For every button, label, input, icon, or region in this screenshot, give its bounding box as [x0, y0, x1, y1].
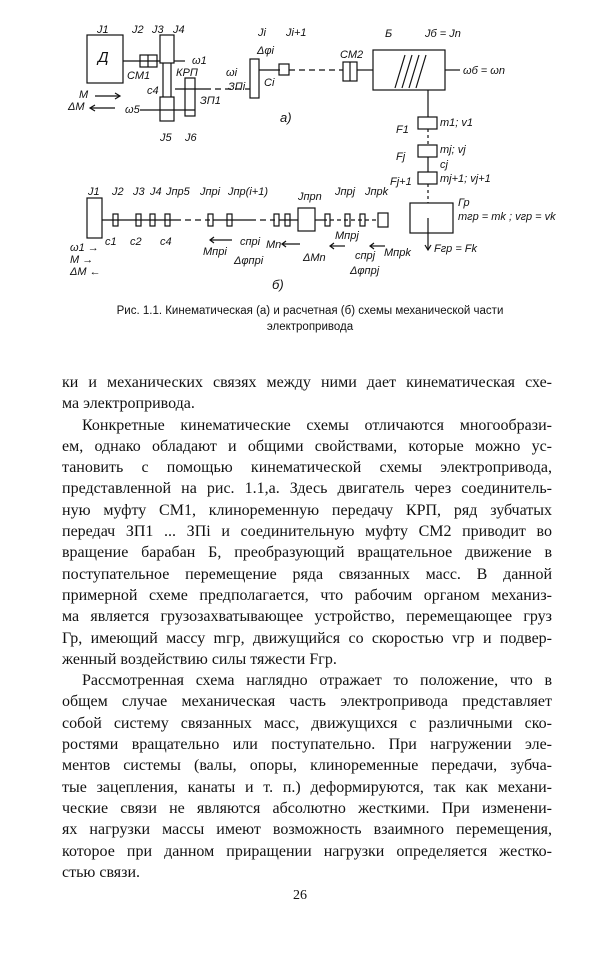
label: Jпр5: [166, 186, 190, 198]
label: ΔM ←: [70, 266, 101, 278]
diagram-a: [67, 24, 505, 203]
label: Jпр(i+1): [228, 186, 268, 198]
motor-label: Д: [98, 49, 109, 66]
label: Δφi: [257, 45, 274, 57]
label: Mпрi: [203, 246, 227, 258]
text-line: ментов системы (валы, опоры, клиноременные передачи, зубча-: [62, 757, 552, 775]
label: cпрj: [355, 250, 376, 262]
label: ω1 →: [70, 242, 99, 254]
label: M: [79, 89, 89, 101]
label: c1: [105, 236, 117, 248]
label: J2: [112, 186, 124, 198]
label: Ji: [258, 27, 266, 39]
text-line: вращение барабан Б, преобразующий вращательное движение в: [62, 544, 552, 562]
label: Jпрk: [365, 186, 389, 198]
text-line: ную муфту СМ1, клиноременную передачу КРП, ряд зубчатых: [62, 501, 552, 519]
label: J1: [97, 24, 109, 36]
label: ΔMn: [303, 252, 326, 264]
paragraph: [62, 415, 552, 671]
text-line: женный воздействию силы тяжести Fгр.: [62, 650, 337, 668]
label: СМ2: [340, 49, 364, 61]
label: ω1: [192, 55, 207, 67]
text-line: ки и механических связях между ними дает кинематическая схе-: [62, 374, 552, 391]
label: Jпрn: [298, 191, 322, 203]
text-line: Рассмотренная схема наглядно отражает то положение, что в: [82, 672, 552, 690]
text-line: представленной на рис. 1.1,а. Здесь двигатель через соединитель-: [62, 480, 552, 498]
label: J3: [152, 24, 164, 36]
label: Fгр = Fk: [434, 243, 478, 255]
text-line: ма электропривода.: [62, 395, 195, 413]
label: cj: [440, 159, 448, 171]
label: M →: [70, 254, 94, 266]
paragraph: [62, 670, 552, 883]
pulley-lower: [160, 97, 174, 121]
figure-caption: [60, 303, 560, 335]
body-text: [62, 372, 552, 883]
caption-line: электропривода: [266, 321, 354, 333]
label: c2: [130, 236, 142, 248]
label: ЗП1: [200, 95, 221, 107]
label: КРП: [176, 67, 198, 79]
text-line: Гр, имеющий массу mгр, движущийся со скоростью vгр и подвер-: [62, 629, 552, 647]
label: cпрi: [240, 236, 261, 248]
label: mj+1; vj+1: [440, 173, 491, 185]
label: J6: [185, 132, 197, 144]
text-line: ростями вращательно или поступательно. При нагружении эле-: [62, 736, 552, 754]
label: m1; v1: [440, 117, 474, 129]
text-line: которое при данном приращении нагрузки определяется жестко-: [62, 842, 552, 860]
label: Jб = Jn: [425, 28, 461, 40]
label: СМ1: [127, 70, 151, 82]
label: Ci: [264, 77, 275, 89]
label: Гр: [458, 197, 470, 209]
label: Δφпрj: [350, 265, 380, 277]
pulley-upper: [160, 35, 174, 63]
text-line: примерной схеме предполагается, что рабочим органом механиз-: [62, 586, 552, 604]
text-line: ческие связи не являются абсолютно жесткими. При изменени-: [62, 799, 552, 817]
label: J5: [160, 132, 172, 144]
label: Mn: [266, 239, 282, 251]
text-line: собой систему связанных масс, движущихся с различными ско-: [62, 714, 552, 732]
label: Mпрj: [335, 230, 359, 242]
label: Fj: [396, 151, 406, 163]
label: Jпрj: [335, 186, 356, 198]
gear-zpi: [250, 59, 259, 98]
text-line: тановить с помощью кинематической схемы электропривода,: [62, 459, 552, 477]
label: J3: [133, 186, 145, 198]
label: Jпрi: [200, 186, 221, 198]
label: c4: [147, 85, 159, 97]
label: J1: [88, 186, 100, 198]
label: F1: [396, 124, 409, 136]
caption-line: Рис. 1.1. Кинематическая (а) и расчетная (б) схемы механической части: [116, 305, 504, 317]
label: б): [272, 277, 284, 292]
label: ωi: [226, 67, 238, 79]
label: mj; vj: [440, 144, 466, 156]
label: Δφпрi: [234, 255, 264, 267]
text-line: тые зацепления, канаты и т. п.) деформируются, так как механи-: [62, 778, 552, 796]
label: ωб = ωn: [463, 65, 505, 77]
text-line: стью связи.: [62, 863, 141, 881]
label: c4: [160, 236, 172, 248]
label: J4: [150, 186, 162, 198]
text-line: общем случае механическая часть электропривода представляет: [62, 693, 552, 711]
mass-ji1: [279, 64, 289, 75]
label: Б: [385, 28, 393, 40]
figure-kinematic-diagram: [0, 0, 600, 300]
text-line: ях нагрузки массы имеют возможность взаимного перемещения,: [62, 821, 552, 839]
label: ω5: [125, 104, 140, 116]
label: J4: [173, 24, 185, 36]
text-line: Конкретные кинематические схемы отличаются многообрази-: [82, 416, 552, 434]
paragraph: [62, 372, 552, 415]
label: Fj+1: [390, 176, 412, 188]
label: mгр = mk ; vгр = vk: [458, 211, 556, 223]
diagram-b: [69, 186, 556, 292]
label: ЗПi: [228, 81, 246, 93]
text-line: передач ЗП1 ... ЗПi и соединительную муфту СМ2 приводит во: [62, 523, 552, 541]
label: а): [280, 110, 292, 125]
label: Ji+1: [286, 27, 307, 39]
label: J2: [132, 24, 144, 36]
label: ΔM: [68, 101, 85, 113]
page-number: 26: [293, 888, 307, 903]
drum: [373, 50, 445, 90]
text-line: поступательное перемещение ряда связанных масс. В данной: [62, 565, 552, 583]
text-line: ма является грузозахватывающее устройство, перемещающее груз: [62, 608, 552, 626]
label: Mпрk: [384, 247, 411, 259]
text-line: ем, однако обладают и общими свойствами, которые можно ус-: [62, 437, 552, 455]
